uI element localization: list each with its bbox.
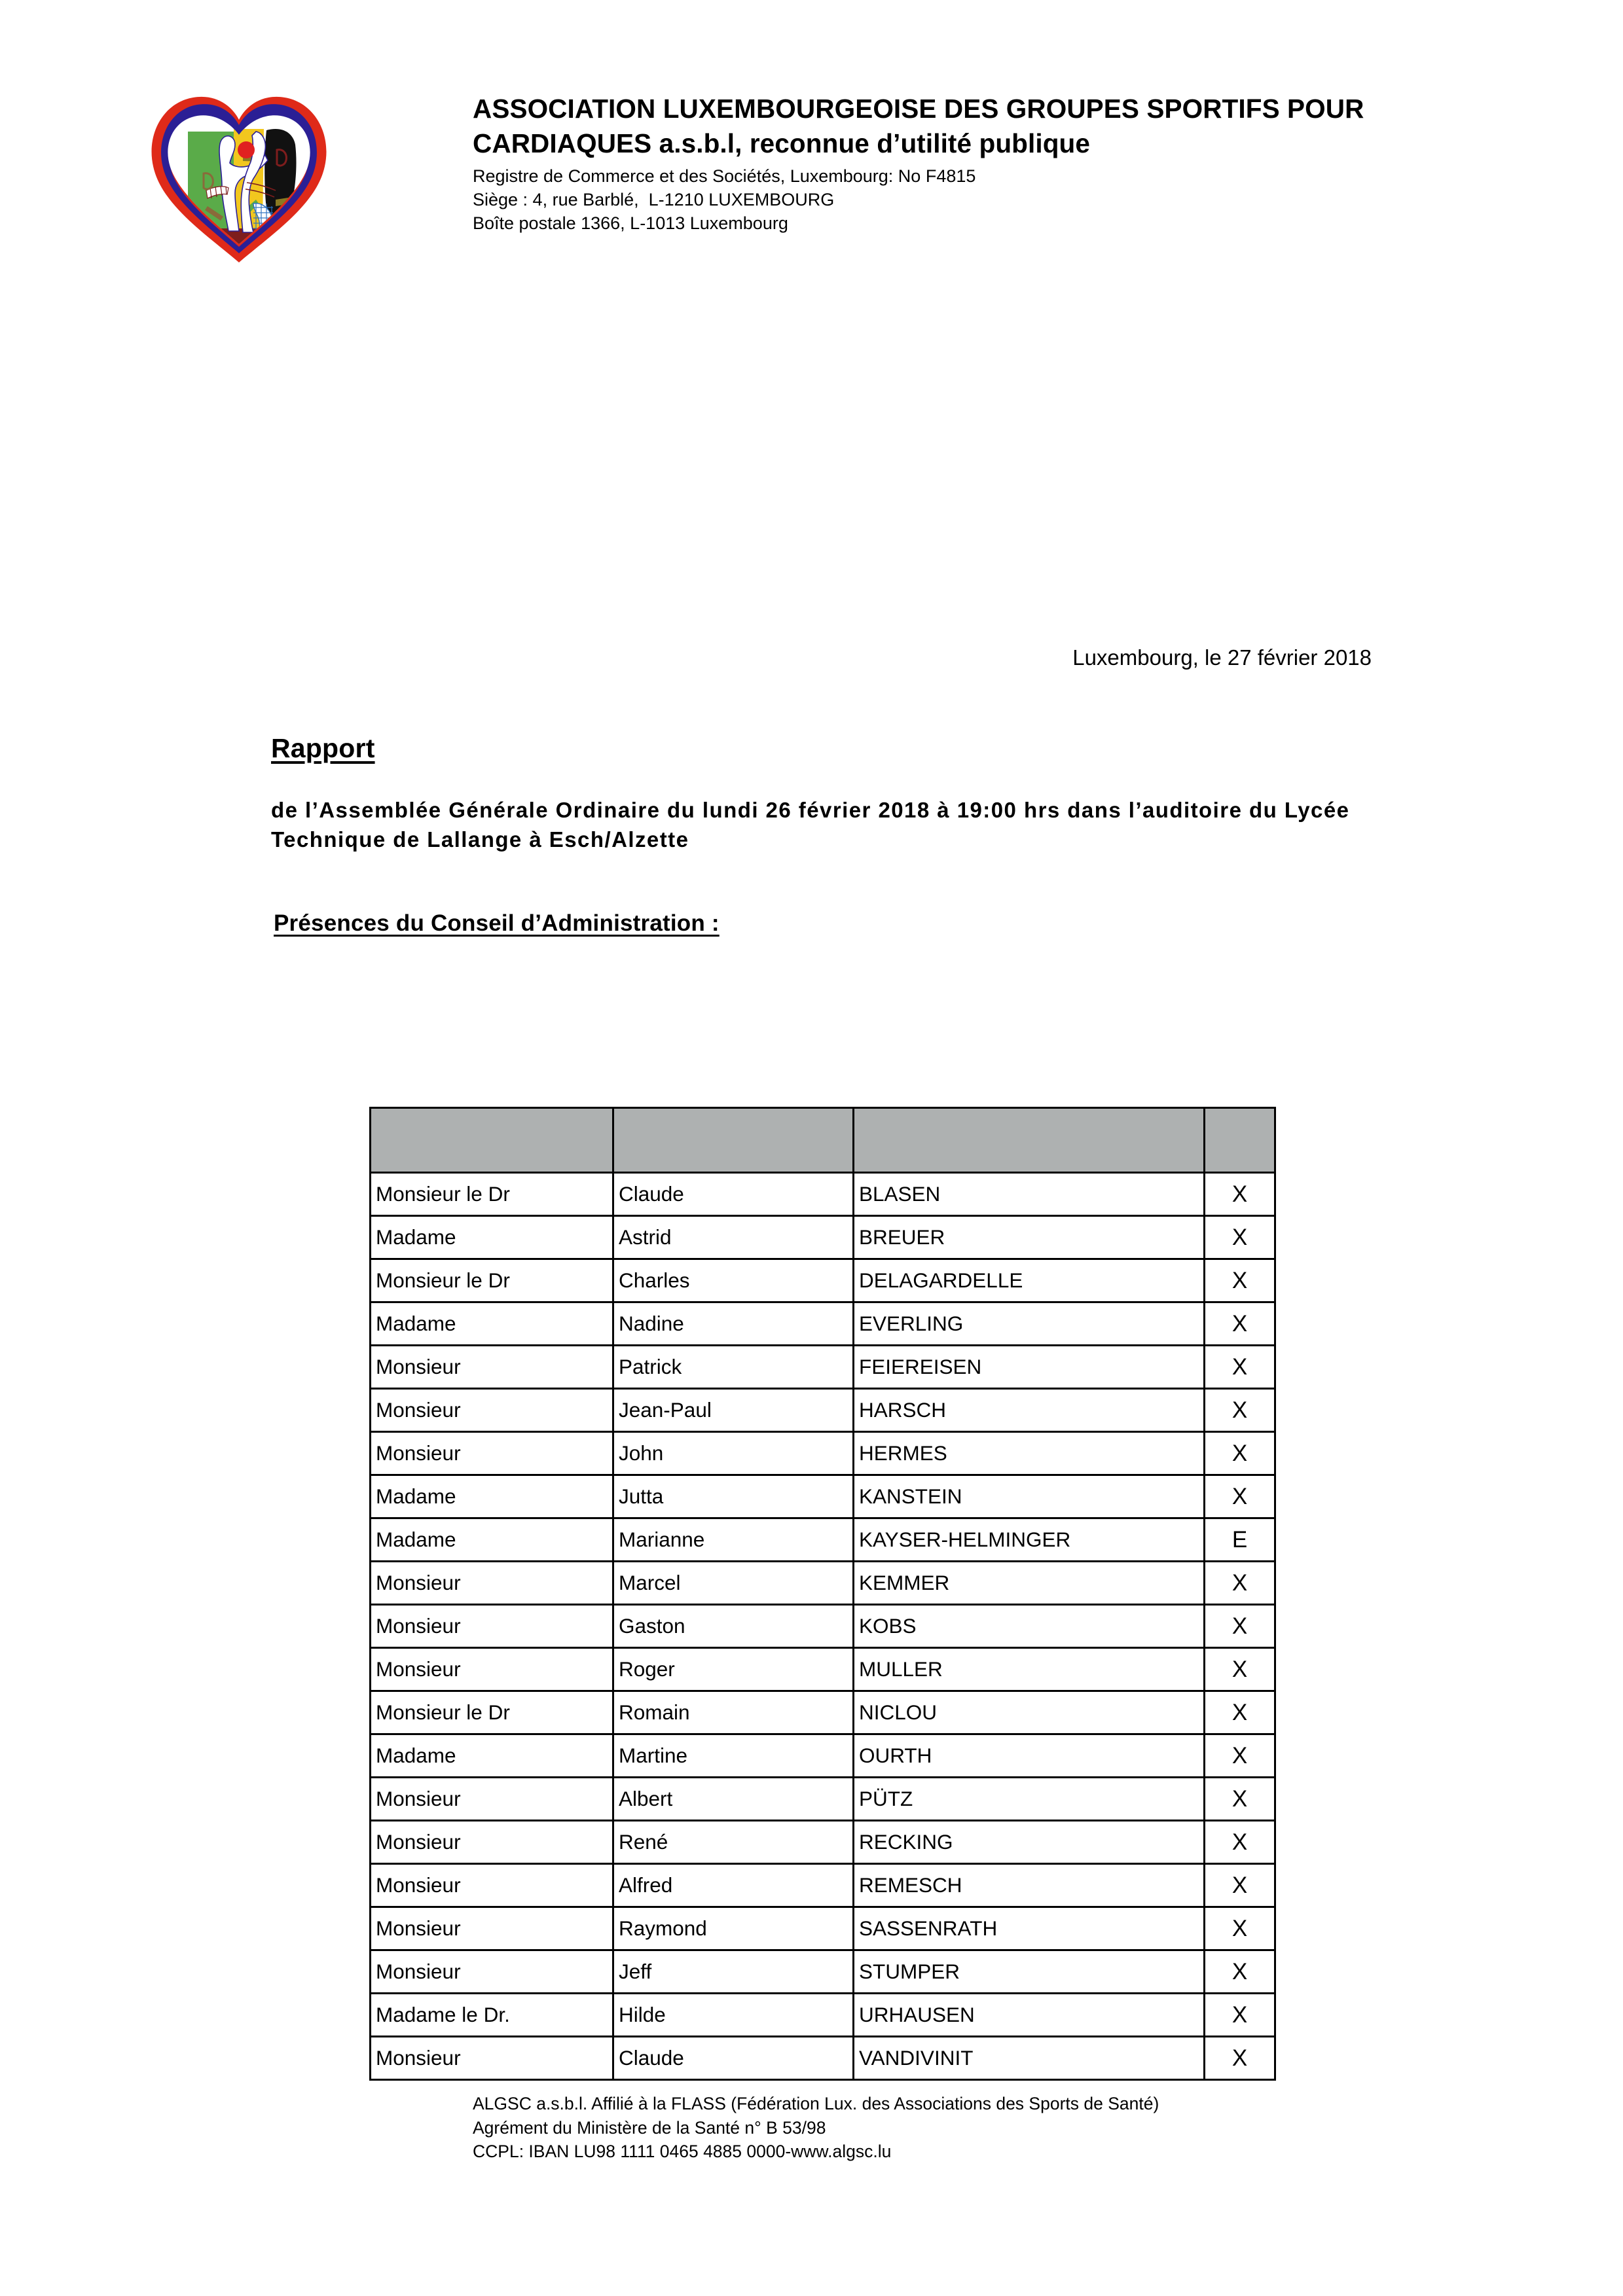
- cell-title: Monsieur le Dr: [371, 1259, 613, 1302]
- cell-presence-mark: X: [1205, 2037, 1275, 2080]
- cell-title: Madame le Dr.: [371, 1994, 613, 2037]
- cell-first-name: Jeff: [613, 1950, 854, 1994]
- cell-presence-mark: X: [1205, 1475, 1275, 1518]
- cell-title: Monsieur: [371, 1778, 613, 1821]
- cell-presence-mark: X: [1205, 1648, 1275, 1691]
- cell-last-name: REMESCH: [854, 1864, 1205, 1907]
- presences-heading-label: Présences du Conseil d’Administration :: [274, 910, 720, 937]
- cell-title: Monsieur: [371, 1605, 613, 1648]
- registry-line: Registre de Commerce et des Sociétés, Luxembourg: No F4815: [473, 166, 976, 186]
- cell-first-name: Claude: [613, 2037, 854, 2080]
- cell-presence-mark: X: [1205, 1605, 1275, 1648]
- cell-title: Monsieur: [371, 1432, 613, 1475]
- header-cell-presence: [1205, 1108, 1275, 1173]
- table-row: [371, 1907, 1275, 1950]
- cell-presence-mark: X: [1205, 1346, 1275, 1389]
- cell-first-name: Raymond: [613, 1907, 854, 1950]
- cell-title: Monsieur: [371, 1950, 613, 1994]
- table-row: [371, 1302, 1275, 1346]
- letterhead: [0, 0, 1623, 367]
- cell-first-name: Martine: [613, 1734, 854, 1778]
- presences-heading: [271, 854, 1515, 937]
- date-line: Luxembourg, le 27 février 2018: [1072, 645, 1372, 670]
- cell-last-name: PÜTZ: [854, 1778, 1205, 1821]
- cell-first-name: Gaston: [613, 1605, 854, 1648]
- cell-first-name: Marcel: [613, 1562, 854, 1605]
- table-row: [371, 1389, 1275, 1432]
- table-row: [371, 1734, 1275, 1778]
- cell-title: Monsieur: [371, 2037, 613, 2080]
- cell-first-name: Charles: [613, 1259, 854, 1302]
- footer-bank: CCPL: IBAN LU98 1111 0465 4885 0000-www.algsc.lu: [473, 2142, 892, 2162]
- cell-presence-mark: X: [1205, 1994, 1275, 2037]
- document-body: [271, 733, 1515, 937]
- table-row: [371, 1648, 1275, 1691]
- document-footer: [473, 2092, 1159, 2164]
- cell-presence-mark: X: [1205, 1302, 1275, 1346]
- cell-title: Madame: [371, 1734, 613, 1778]
- cell-title: Madame: [371, 1518, 613, 1562]
- cell-presence-mark: X: [1205, 1389, 1275, 1432]
- cell-first-name: Astrid: [613, 1216, 854, 1259]
- cell-last-name: DELAGARDELLE: [854, 1259, 1205, 1302]
- cell-last-name: KAYSER-HELMINGER: [854, 1518, 1205, 1562]
- cell-first-name: Romain: [613, 1691, 854, 1734]
- letterhead-details: [473, 162, 1586, 236]
- footer-affiliation: ALGSC a.s.b.l. Affilié à la FLASS (Fédération Lux. des Associations des Sports de Santé): [473, 2094, 1159, 2113]
- cell-title: Madame: [371, 1302, 613, 1346]
- report-subtitle: de l’Assemblée Générale Ordinaire du lundi 26 février 2018 à 19:00 hrs dans l’auditoire du Lycée Technique de Lallange à Esch/Alzette: [271, 798, 1350, 852]
- table-header-row: [371, 1108, 1275, 1173]
- cell-presence-mark: X: [1205, 1907, 1275, 1950]
- table-row: [371, 2037, 1275, 2080]
- cell-title: Monsieur: [371, 1821, 613, 1864]
- table-row: [371, 1562, 1275, 1605]
- cell-title: Monsieur: [371, 1389, 613, 1432]
- cell-first-name: Jutta: [613, 1475, 854, 1518]
- cell-last-name: URHAUSEN: [854, 1994, 1205, 2037]
- cell-last-name: BLASEN: [854, 1173, 1205, 1216]
- cell-presence-mark: X: [1205, 1821, 1275, 1864]
- cell-presence-mark: X: [1205, 1778, 1275, 1821]
- cell-last-name: NICLOU: [854, 1691, 1205, 1734]
- cell-presence-mark: X: [1205, 1173, 1275, 1216]
- cell-presence-mark: E: [1205, 1518, 1275, 1562]
- letterhead-text-block: [473, 92, 1586, 236]
- cell-presence-mark: X: [1205, 1950, 1275, 1994]
- cell-last-name: BREUER: [854, 1216, 1205, 1259]
- table-row: [371, 1475, 1275, 1518]
- cell-title: Monsieur: [371, 1648, 613, 1691]
- cell-first-name: Alfred: [613, 1864, 854, 1907]
- cell-presence-mark: X: [1205, 1691, 1275, 1734]
- cell-last-name: KEMMER: [854, 1562, 1205, 1605]
- cell-last-name: OURTH: [854, 1734, 1205, 1778]
- table-row: [371, 1778, 1275, 1821]
- cell-last-name: HARSCH: [854, 1389, 1205, 1432]
- cell-first-name: John: [613, 1432, 854, 1475]
- table-row: [371, 1605, 1275, 1648]
- cell-last-name: KOBS: [854, 1605, 1205, 1648]
- attendance-table: [369, 1107, 1276, 2081]
- cell-last-name: VANDIVINIT: [854, 2037, 1205, 2080]
- table-row: [371, 1173, 1275, 1216]
- cell-presence-mark: X: [1205, 1432, 1275, 1475]
- cell-last-name: MULLER: [854, 1648, 1205, 1691]
- cell-first-name: Jean-Paul: [613, 1389, 854, 1432]
- cell-first-name: Patrick: [613, 1346, 854, 1389]
- table-row: [371, 1259, 1275, 1302]
- header-cell-last-name: [854, 1108, 1205, 1173]
- cell-first-name: Roger: [613, 1648, 854, 1691]
- header-cell-first-name: [613, 1108, 854, 1173]
- cell-first-name: Claude: [613, 1173, 854, 1216]
- cell-last-name: FEIEREISEN: [854, 1346, 1205, 1389]
- table-row: [371, 1821, 1275, 1864]
- cell-title: Monsieur: [371, 1562, 613, 1605]
- cell-title: Monsieur le Dr: [371, 1173, 613, 1216]
- table-row: [371, 1432, 1275, 1475]
- cell-presence-mark: X: [1205, 1259, 1275, 1302]
- cell-title: Madame: [371, 1475, 613, 1518]
- cell-first-name: Marianne: [613, 1518, 854, 1562]
- cell-first-name: Albert: [613, 1778, 854, 1821]
- header-cell-title: [371, 1108, 613, 1173]
- cell-title: Monsieur le Dr: [371, 1691, 613, 1734]
- page-title: Rapport: [271, 733, 375, 763]
- cell-presence-mark: X: [1205, 1216, 1275, 1259]
- cell-first-name: Nadine: [613, 1302, 854, 1346]
- table-row: [371, 1691, 1275, 1734]
- cell-presence-mark: X: [1205, 1562, 1275, 1605]
- table-row: [371, 1864, 1275, 1907]
- postbox-line: Boîte postale 1366, L-1013 Luxembourg: [473, 213, 788, 233]
- table-row: [371, 1216, 1275, 1259]
- table-row: [371, 1950, 1275, 1994]
- attendance-table-body: [371, 1108, 1275, 2080]
- table-row: [371, 1346, 1275, 1389]
- cell-last-name: SASSENRATH: [854, 1907, 1205, 1950]
- cell-presence-mark: X: [1205, 1864, 1275, 1907]
- algsc-heart-logo: [147, 69, 331, 265]
- cell-presence-mark: X: [1205, 1734, 1275, 1778]
- table-row: [371, 1518, 1275, 1562]
- cell-last-name: EVERLING: [854, 1302, 1205, 1346]
- cell-title: Monsieur: [371, 1907, 613, 1950]
- cell-title: Monsieur: [371, 1346, 613, 1389]
- cell-title: Madame: [371, 1216, 613, 1259]
- cell-last-name: HERMES: [854, 1432, 1205, 1475]
- table-row: [371, 1994, 1275, 2037]
- cell-last-name: STUMPER: [854, 1950, 1205, 1994]
- cell-first-name: Hilde: [613, 1994, 854, 2037]
- cell-title: Monsieur: [371, 1864, 613, 1907]
- address-line: Siège : 4, rue Barblé, L-1210 LUXEMBOURG: [473, 189, 835, 209]
- organisation-title: ASSOCIATION LUXEMBOURGEOISE DES GROUPES SPORTIFS POUR CARDIAQUES a.s.b.l, reconnue d’utilité publique: [473, 94, 1364, 159]
- cell-last-name: RECKING: [854, 1821, 1205, 1864]
- footer-approval: Agrément du Ministère de la Santé n° B 53/98: [473, 2117, 826, 2138]
- cell-first-name: René: [613, 1821, 854, 1864]
- cell-last-name: KANSTEIN: [854, 1475, 1205, 1518]
